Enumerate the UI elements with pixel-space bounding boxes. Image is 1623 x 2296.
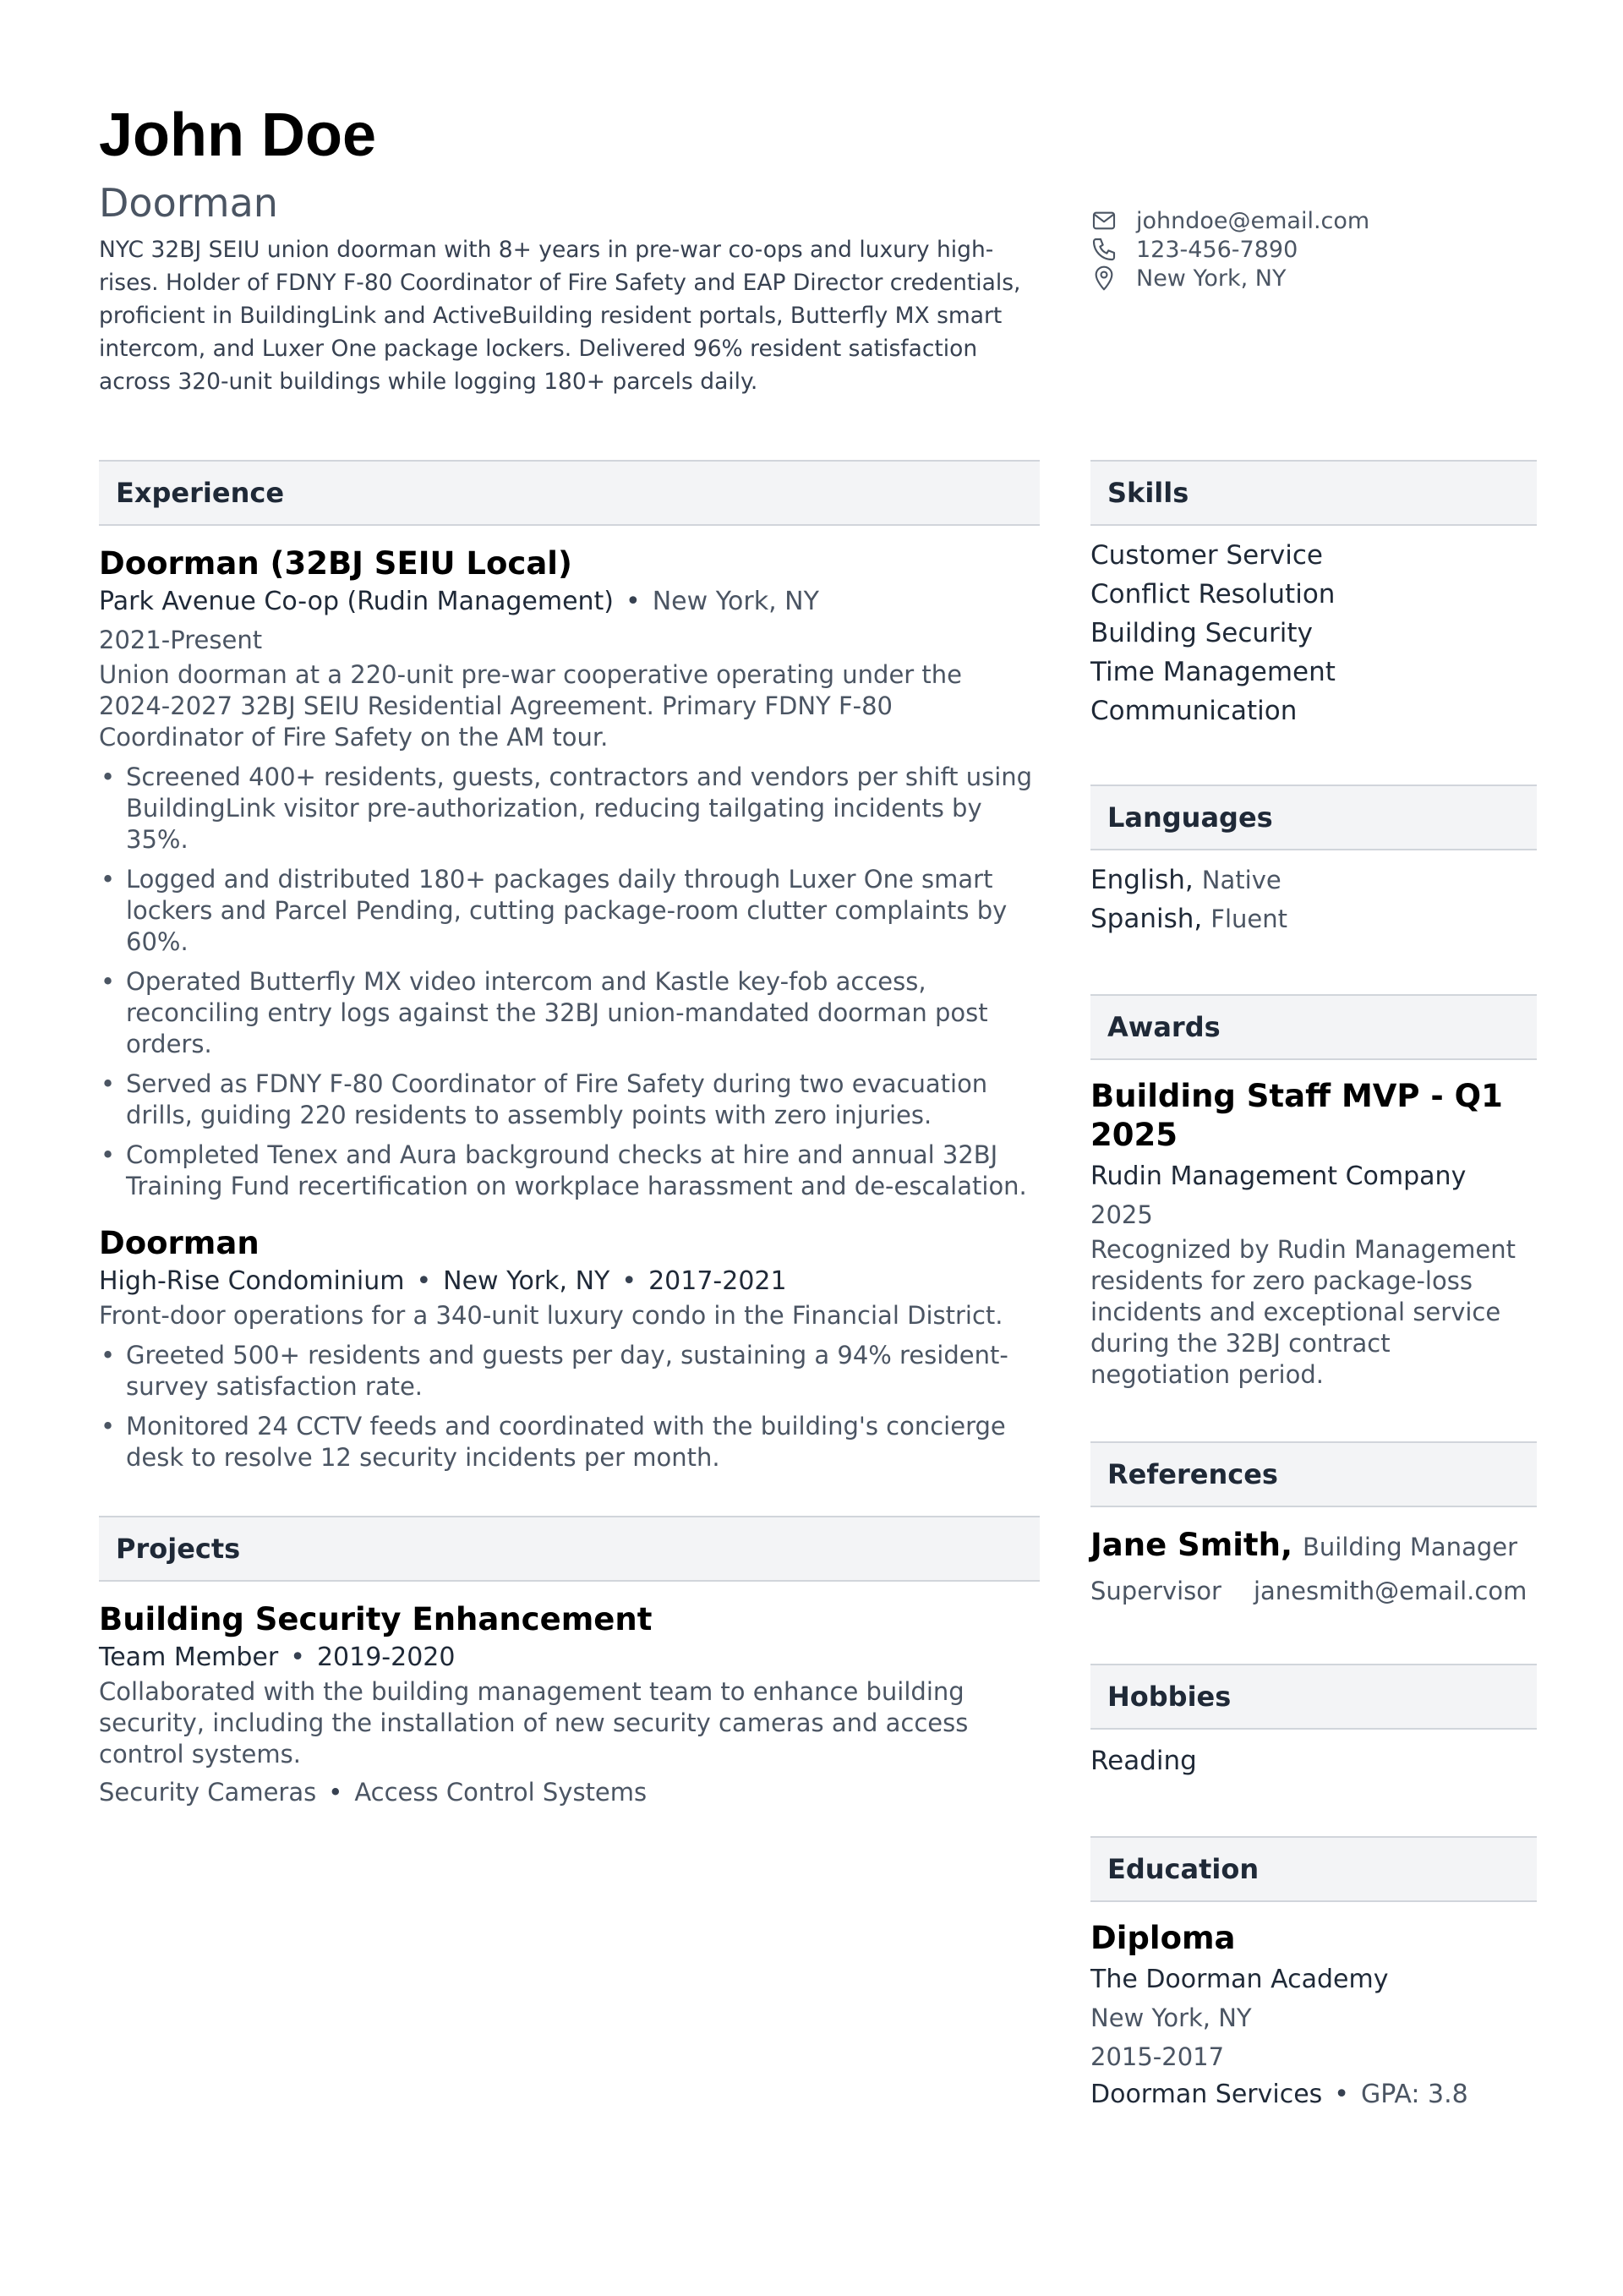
award-title: Building Staff MVP - Q1 2025 <box>1090 1078 1503 1153</box>
education-dates: 2015-2017 <box>1090 2042 1225 2071</box>
project-tags <box>99 1777 1040 1808</box>
project-meta <box>99 1639 1040 1676</box>
job-meta <box>99 1263 1040 1300</box>
job-bullet: • Screened 400+ residents, guests, contractors and vendors per shift using BuildingLink visitor pre-authorization, reducing tailgating incidents by 35%. <box>99 762 1040 856</box>
project-tag: Access Control Systems <box>354 1778 648 1807</box>
job-dates: 2021-Present <box>99 626 263 654</box>
location-text: New York, NY <box>1136 265 1287 292</box>
award-year: 2025 <box>1090 1200 1153 1229</box>
job-company: High-Rise Condominium <box>99 1266 405 1296</box>
education-entry <box>1090 1919 1537 2113</box>
main-column <box>99 460 1040 1808</box>
job-entry <box>99 544 1040 1202</box>
reference-entry <box>1090 1524 1537 1610</box>
references-heading: References <box>1090 1441 1537 1507</box>
reference-position: Building Manager <box>1303 1533 1518 1561</box>
experience-heading: Experience <box>99 460 1040 526</box>
side-column <box>1090 460 1537 2113</box>
mail-icon <box>1090 207 1118 234</box>
education-gpa: GPA: 3.8 <box>1360 2080 1468 2109</box>
summary: NYC 32BJ SEIU union doorman with 8+ years in pre-war co-ops and luxury high-rises. Holder of FDNY F-80 Coordinator of Fire Safety and EAP Director credentials, proficient in BuildingLink and ActiveBuilding resident portals, Butterfly MX smart intercom, and Luxer One package lockers. Delivered 96% resident satisfaction across 320-unit buildings while logging 180+ parcels daily. <box>99 237 1021 395</box>
contact-email[interactable] <box>1090 206 1369 235</box>
job-title: Doorman <box>99 1225 260 1261</box>
reference-email[interactable]: janesmith@email.com <box>1253 1577 1527 1605</box>
email-text[interactable]: johndoe@email.com <box>1136 207 1370 234</box>
education-heading: Education <box>1090 1836 1537 1902</box>
skill-item: Building Security <box>1090 618 1313 648</box>
award-description: Recognized by Rudin Management residents for zero package-loss incidents and exceptional service during the 32BJ contract negotiation period. <box>1090 1235 1516 1389</box>
job-bullet: • Monitored 24 CCTV feeds and coordinated with the building's concierge desk to resolve 12 security incidents per month. <box>99 1411 1040 1473</box>
job-dates: 2017-2021 <box>648 1266 787 1296</box>
contact-location <box>1090 264 1369 292</box>
separator-dot: • <box>1334 2080 1349 2109</box>
job-entry <box>99 1224 1040 1473</box>
reference-line <box>1090 1524 1537 1572</box>
language-item <box>1090 861 1537 899</box>
job-description: Front-door operations for a 340-unit luxury condo in the Financial District. <box>99 1301 1003 1330</box>
awards-heading: Awards <box>1090 994 1537 1060</box>
project-title: Building Security Enhancement <box>99 1601 653 1637</box>
job-bullet: • Completed Tenex and Aura background checks at hire and annual 32BJ Training Fund recertification on workplace harassment and de-escalation. <box>99 1140 1040 1202</box>
job-bullets <box>99 762 1040 1202</box>
award-issuer: Rudin Management Company <box>1090 1162 1467 1191</box>
separator-dot: • <box>416 1266 432 1296</box>
hobbies-list <box>1090 1741 1537 1780</box>
education-school: The Doorman Academy <box>1090 1965 1389 1994</box>
language-level: Fluent <box>1210 905 1287 933</box>
project-role: Team Member <box>99 1643 279 1672</box>
projects-heading: Projects <box>99 1516 1040 1582</box>
skill-item: Customer Service <box>1090 540 1324 571</box>
language-name: Spanish, <box>1090 904 1203 934</box>
job-company: Park Avenue Co-op (Rudin Management) <box>99 587 615 616</box>
language-level: Native <box>1201 866 1281 894</box>
job-bullet: • Logged and distributed 180+ packages daily through Luxer One smart lockers and Parcel Pending, cutting package-room clutter complaints by 60%. <box>99 864 1040 958</box>
skills-list <box>1090 536 1537 730</box>
job-title: Doorman (32BJ SEIU Local) <box>99 545 572 582</box>
education-field: Doorman Services <box>1090 2080 1323 2109</box>
languages-list <box>1090 861 1537 938</box>
reference-details <box>1090 1572 1537 1610</box>
education-degree: Diploma <box>1090 1920 1236 1956</box>
skill-item: Communication <box>1090 696 1298 726</box>
job-bullet: • Greeted 500+ residents and guests per day, sustaining a 94% resident-survey satisfaction rate. <box>99 1340 1040 1402</box>
hobby-item: Reading <box>1090 1746 1197 1776</box>
language-name: English, <box>1090 865 1194 895</box>
award-entry <box>1090 1077 1537 1391</box>
language-item <box>1090 899 1537 938</box>
project-description: Collaborated with the building management team to enhance building security, including the installation of new security cameras and access control systems. <box>99 1677 969 1768</box>
job-bullets <box>99 1340 1040 1473</box>
skill-item: Time Management <box>1090 657 1336 687</box>
project-tag: Security Cameras <box>99 1778 317 1807</box>
separator-dot: • <box>290 1643 305 1672</box>
candidate-name: John Doe <box>99 101 377 169</box>
project-entry <box>99 1600 1040 1808</box>
job-description: Union doorman at a 220-unit pre-war cooperative operating under the 2024-2027 32BJ SEIU Residential Agreement. Primary FDNY F-80 Coordinator of Fire Safety on the AM tour. <box>99 660 963 752</box>
job-location: New York, NY <box>443 1266 610 1296</box>
job-bullet: • Served as FDNY F-80 Coordinator of Fire Safety during two evacuation drills, guiding 220 residents to assembly points with zero injuries. <box>99 1069 1040 1131</box>
education-field-line <box>1090 2076 1537 2113</box>
education-location: New York, NY <box>1090 2004 1252 2032</box>
skill-item: Conflict Resolution <box>1090 579 1336 610</box>
project-dates: 2019-2020 <box>316 1643 456 1672</box>
reference-name: Jane Smith, <box>1090 1527 1293 1563</box>
job-bullet: • Operated Butterfly MX video intercom and Kastle key-fob access, reconciling entry logs against the 32BJ union-mandated doorman post orders. <box>99 966 1040 1060</box>
phone-icon <box>1090 236 1118 263</box>
map-pin-icon <box>1090 265 1118 292</box>
reference-relation: Supervisor <box>1090 1577 1221 1605</box>
job-location: New York, NY <box>652 587 819 616</box>
job-meta <box>99 583 1040 620</box>
hobbies-heading: Hobbies <box>1090 1664 1537 1730</box>
skills-heading: Skills <box>1090 460 1537 526</box>
candidate-role: Doorman <box>99 180 278 226</box>
phone-text[interactable]: 123-456-7890 <box>1136 236 1298 263</box>
contact-phone[interactable] <box>1090 235 1369 264</box>
separator-dot: • <box>626 587 641 616</box>
separator-dot: • <box>621 1266 637 1296</box>
languages-heading: Languages <box>1090 784 1537 850</box>
separator-dot: • <box>328 1778 343 1807</box>
contact-block <box>1090 206 1369 292</box>
